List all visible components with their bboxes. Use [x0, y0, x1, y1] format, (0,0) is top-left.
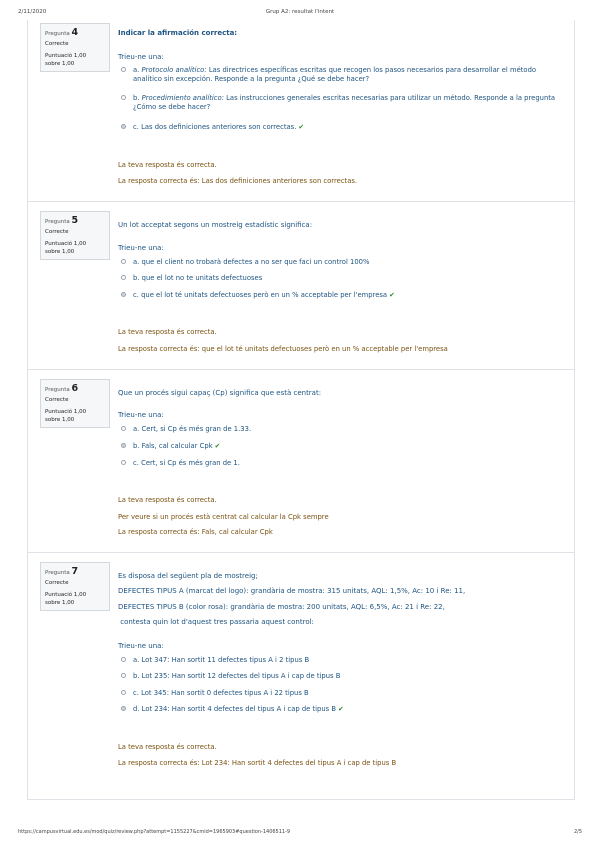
check-icon: ✔ [389, 291, 395, 299]
right-answer-text: La resposta correcta és: que el lot té unitats defectuoses però en un % acceptable per l'empresa [118, 345, 448, 353]
radio-button[interactable] [121, 673, 126, 678]
question-text: Un lot acceptat segons un mostreig estadístic significa: [118, 221, 313, 229]
radio-button-selected[interactable] [121, 124, 126, 129]
question-separator [27, 369, 574, 370]
answer-prompt: Trieu-ne una: [118, 642, 164, 650]
question-text-line-4: contesta quin lot d'aquest tres passaria aquest control: [118, 618, 314, 626]
print-url: https://campusvirtual.edu.es/mod/quiz/review.php?attempt=1155227&cmid=1965903#question-1406511-9 [18, 829, 291, 835]
radio-button[interactable] [121, 426, 126, 431]
question-info-4 [40, 23, 110, 72]
answer-prompt: Trieu-ne una: [118, 411, 164, 419]
check-icon: ✔ [298, 123, 305, 131]
radio-button-selected[interactable] [121, 706, 126, 711]
radio-button[interactable] [121, 275, 126, 280]
question-state: Correcte [45, 580, 69, 586]
radio-button[interactable] [121, 259, 126, 264]
question-number: Pregunta 7 [45, 566, 79, 577]
question-text-line-1: Es disposa del següent pla de mostreig; [118, 572, 258, 580]
check-icon: ✔ [338, 705, 344, 713]
radio-button[interactable] [121, 67, 126, 72]
right-answer-text: La resposta correcta és: Fals, cal calcular Cpk [118, 528, 273, 536]
print-title: Grup A2: resultat l'intent [265, 9, 335, 15]
general-feedback-text: Per veure si un procés està centrat cal calcular la Cpk sempre [118, 513, 329, 521]
answer-prompt: Trieu-ne una: [118, 53, 164, 61]
question-grade: Puntuació 1,00 sobre 1,00 [45, 409, 87, 423]
question-text-line-2: DEFECTES TIPUS A (marcat del logo): grandària de mostra: 315 unitats, AQL: 1,5%, Ac: 10 i Re: 11, [118, 587, 466, 595]
question-info-5 [40, 211, 110, 260]
question-state: Correcte [45, 41, 69, 47]
radio-button[interactable] [121, 460, 126, 465]
print-date: 2/11/2020 [18, 9, 47, 15]
print-header [0, 9, 600, 19]
question-number: Pregunta 4 [45, 27, 79, 38]
right-answer-text: La resposta correcta és: Las dos definiciones anteriores son correctas. [118, 177, 358, 185]
right-answer-text: La resposta correcta és: Lot 234: Han sortit 4 defectes del tipus A i cap de tipus B [118, 759, 397, 767]
feedback-text: La teva resposta és correcta. [118, 743, 217, 751]
radio-button[interactable] [121, 657, 126, 662]
question-separator [27, 201, 574, 202]
question-grade: Puntuació 1,00 sobre 1,00 [45, 241, 87, 255]
feedback-text: La teva resposta és correcta. [118, 161, 217, 169]
feedback-text: La teva resposta és correcta. [118, 496, 217, 504]
radio-button[interactable] [121, 95, 126, 100]
feedback-text: La teva resposta és correcta. [118, 328, 217, 336]
print-page-number: 2/5 [573, 829, 582, 835]
question-number: Pregunta 6 [45, 383, 79, 394]
answer-prompt: Trieu-ne una: [118, 244, 164, 252]
question-grade: Puntuació 1,00 sobre 1,00 [45, 592, 87, 606]
question-state: Correcte [45, 397, 69, 403]
radio-button[interactable] [121, 690, 126, 695]
question-text-line-3: DEFECTES TIPUS B (color rosa): grandària de mostra: 200 unitats, AQL: 6,5%, Ac: 21 i Re: 22, [118, 603, 445, 611]
question-state: Correcte [45, 229, 69, 235]
question-text: Indicar la afirmación correcta: [118, 29, 238, 37]
question-grade: Puntuació 1,00 sobre 1,00 [45, 53, 87, 67]
radio-button-selected[interactable] [121, 292, 126, 297]
question-text: Que un procés sigui capaç (Cp) significa que està centrat: [118, 389, 322, 397]
question-separator [27, 552, 574, 553]
question-info-6 [40, 379, 110, 428]
question-number: Pregunta 5 [45, 215, 79, 226]
check-icon: ✔ [214, 442, 221, 450]
question-info-7 [40, 562, 110, 611]
question-separator [27, 799, 574, 800]
radio-button-selected[interactable] [121, 443, 126, 448]
